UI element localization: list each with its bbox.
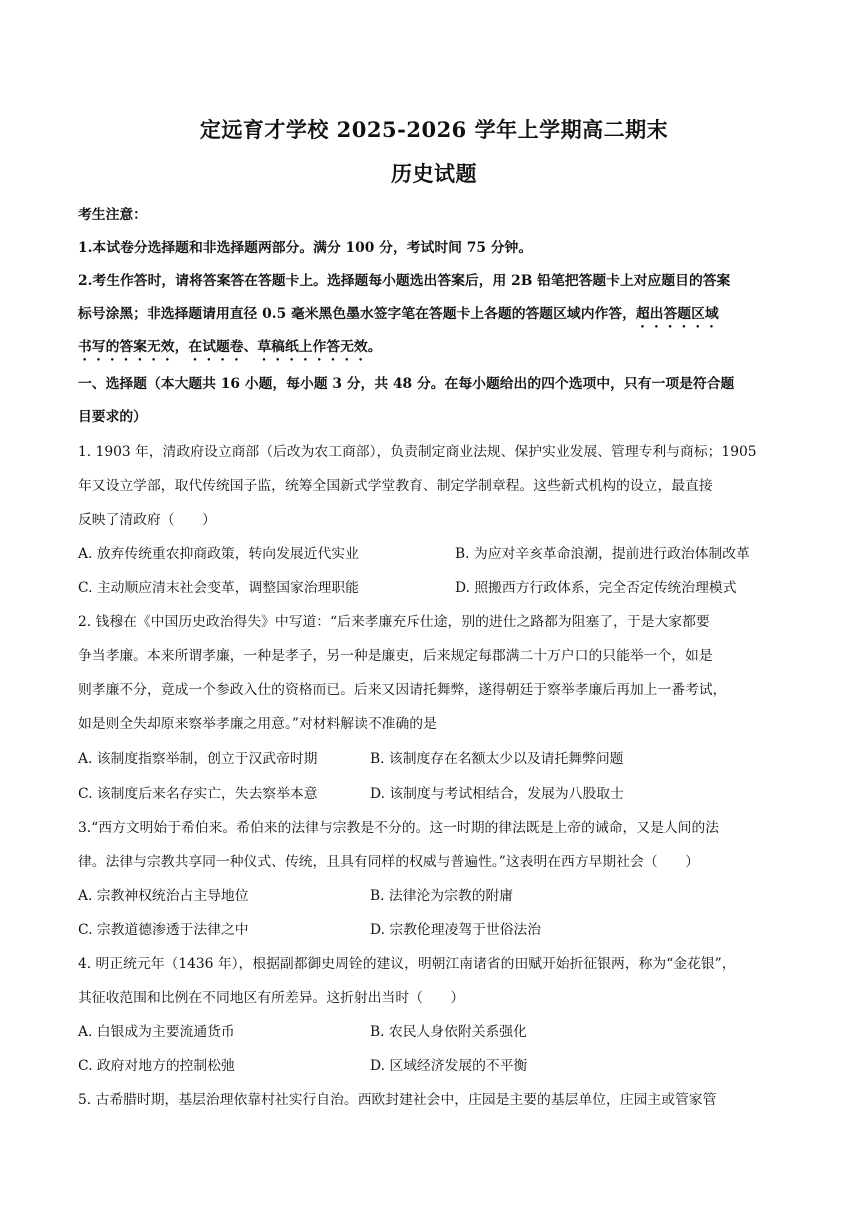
question-2-line: 争当孝廉。本来所谓孝廉，一种是孝子，另一种是廉吏，后来规定每郡满二十万户口的只能举一个，如是 — [78, 648, 713, 664]
question-3-option-c[interactable]: C. 宗教道德渗透于法律之中 — [78, 922, 249, 938]
question-4-line: 其征收范围和比例在不同地区有所差异。这折射出当时（ ） — [78, 990, 465, 1006]
punctuation: ， — [174, 339, 189, 355]
section-heading: 一、选择题（本大题共 16 小题，每小题 3 分，共 48 分。在每小题给出的四个选项中，只有一项是符合题 — [78, 376, 735, 392]
school-title: 定远育才学校 2025-2026 学年上学期高二期末 — [199, 117, 669, 142]
notice-item-2-text: 标号涂黑；非选择题请用直径 0.5 毫米黑色墨水签字笔在答题卡上各题的答题区域内作答， — [78, 306, 636, 322]
question-2-option-a[interactable]: A. 该制度指察举制，创立于汉武帝时期 — [78, 751, 318, 767]
notice-item-1: 1.本试卷分选择题和非选择题两部分。满分 100 分，考试时间 75 分钟。 — [78, 240, 533, 256]
question-2-line: 则孝廉不分，竟成一个参政入仕的资格而已。后来又因请托舞弊，遂得朝廷于察举孝廉后再加上一番考试， — [78, 682, 727, 698]
question-4-line: 4. 明正统元年（1436 年），根据副都御史周铨的建议，明朝江南诸省的田赋开始折征银两，称为“金花银”， — [78, 956, 736, 972]
question-1-option-c[interactable]: C. 主动顺应清末社会变革，调整国家治理职能 — [78, 580, 359, 596]
subject-title: 历史试题 — [391, 161, 477, 186]
question-3-option-d[interactable]: D. 宗教伦理凌驾于世俗法治 — [370, 922, 542, 938]
question-4-option-b[interactable]: B. 农民人身依附关系强化 — [370, 1024, 527, 1040]
notice-item-2-line-2 — [78, 305, 790, 331]
notice-heading: 考生注意： — [78, 207, 147, 223]
emphasis-text: 书写的答案无效 — [78, 339, 175, 355]
question-3-option-b[interactable]: B. 法律沦为宗教的附庸 — [370, 888, 514, 904]
emphasis-text: 超出答题区域 — [635, 306, 719, 322]
question-1-option-d[interactable]: D. 照搬西方行政体系，完全否定传统治理模式 — [455, 580, 737, 596]
question-4-option-d[interactable]: D. 区域经济发展的不平衡 — [370, 1058, 528, 1074]
question-3-line: 3.“西方文明始于希伯来。希伯来的法律与宗教是不分的。这一时期的律法既是上帝的诫命，又是人间的法 — [78, 820, 720, 836]
question-2-option-b[interactable]: B. 该制度存在名额太少以及请托舞弊问题 — [370, 751, 624, 767]
notice-item-2-line-3 — [78, 338, 790, 364]
question-2-line: 如是则全失却原来察举孝廉之用意。”对材料解读不准确的是 — [78, 716, 437, 732]
question-3-line: 律。法律与宗教共享同一种仪式、传统，且具有同样的权威与普遍性。”这表明在西方早期社会（ ） — [78, 854, 700, 870]
emphasis-text: 在试题卷、草稿纸上作答无效 — [188, 339, 368, 355]
section-heading-cont: 目要求的） — [78, 409, 147, 425]
notice-item-2-line-1: 2.考生作答时，请将答案答在答题卡上。选择题每小题选出答案后，用 2B 铅笔把答题卡上对应题目的答案 — [78, 273, 731, 289]
question-5-line: 5. 古希腊时期，基层治理依靠村社实行自治。西欧封建社会中，庄园是主要的基层单位，庄园主或管家管 — [78, 1092, 717, 1108]
punctuation: 。 — [367, 339, 382, 355]
question-3-option-a[interactable]: A. 宗教神权统治占主导地位 — [78, 888, 249, 904]
question-2-line: 2. 钱穆在《中国历史政治得失》中写道：“后来孝廉充斥仕途，别的进仕之路都为阻塞了，于是大家都要 — [78, 614, 710, 630]
question-1-option-b[interactable]: B. 为应对辛亥革命浪潮，提前进行政治体制改革 — [455, 546, 750, 562]
question-1-option-a[interactable]: A. 放弃传统重农抑商政策，转向发展近代实业 — [78, 546, 359, 562]
question-4-option-a[interactable]: A. 白银成为主要流通货币 — [78, 1024, 235, 1040]
question-2-option-c[interactable]: C. 该制度后来名存实亡，失去察举本意 — [78, 786, 318, 802]
question-2-option-d[interactable]: D. 该制度与考试相结合，发展为八股取士 — [370, 786, 624, 802]
question-4-option-c[interactable]: C. 政府对地方的控制松弛 — [78, 1058, 235, 1074]
question-1-line: 反映了清政府（ ） — [78, 512, 216, 528]
question-1-line: 1. 1903 年，清政府设立商部（后改为农工商部），负责制定商业法规、保护实业发展、管理专利与商标；1905 — [78, 444, 757, 460]
question-1-line: 年又设立学部，取代传统国子监，统筹全国新式学堂教育、制定学制章程。这些新式机构的设立，最直接 — [78, 478, 713, 494]
